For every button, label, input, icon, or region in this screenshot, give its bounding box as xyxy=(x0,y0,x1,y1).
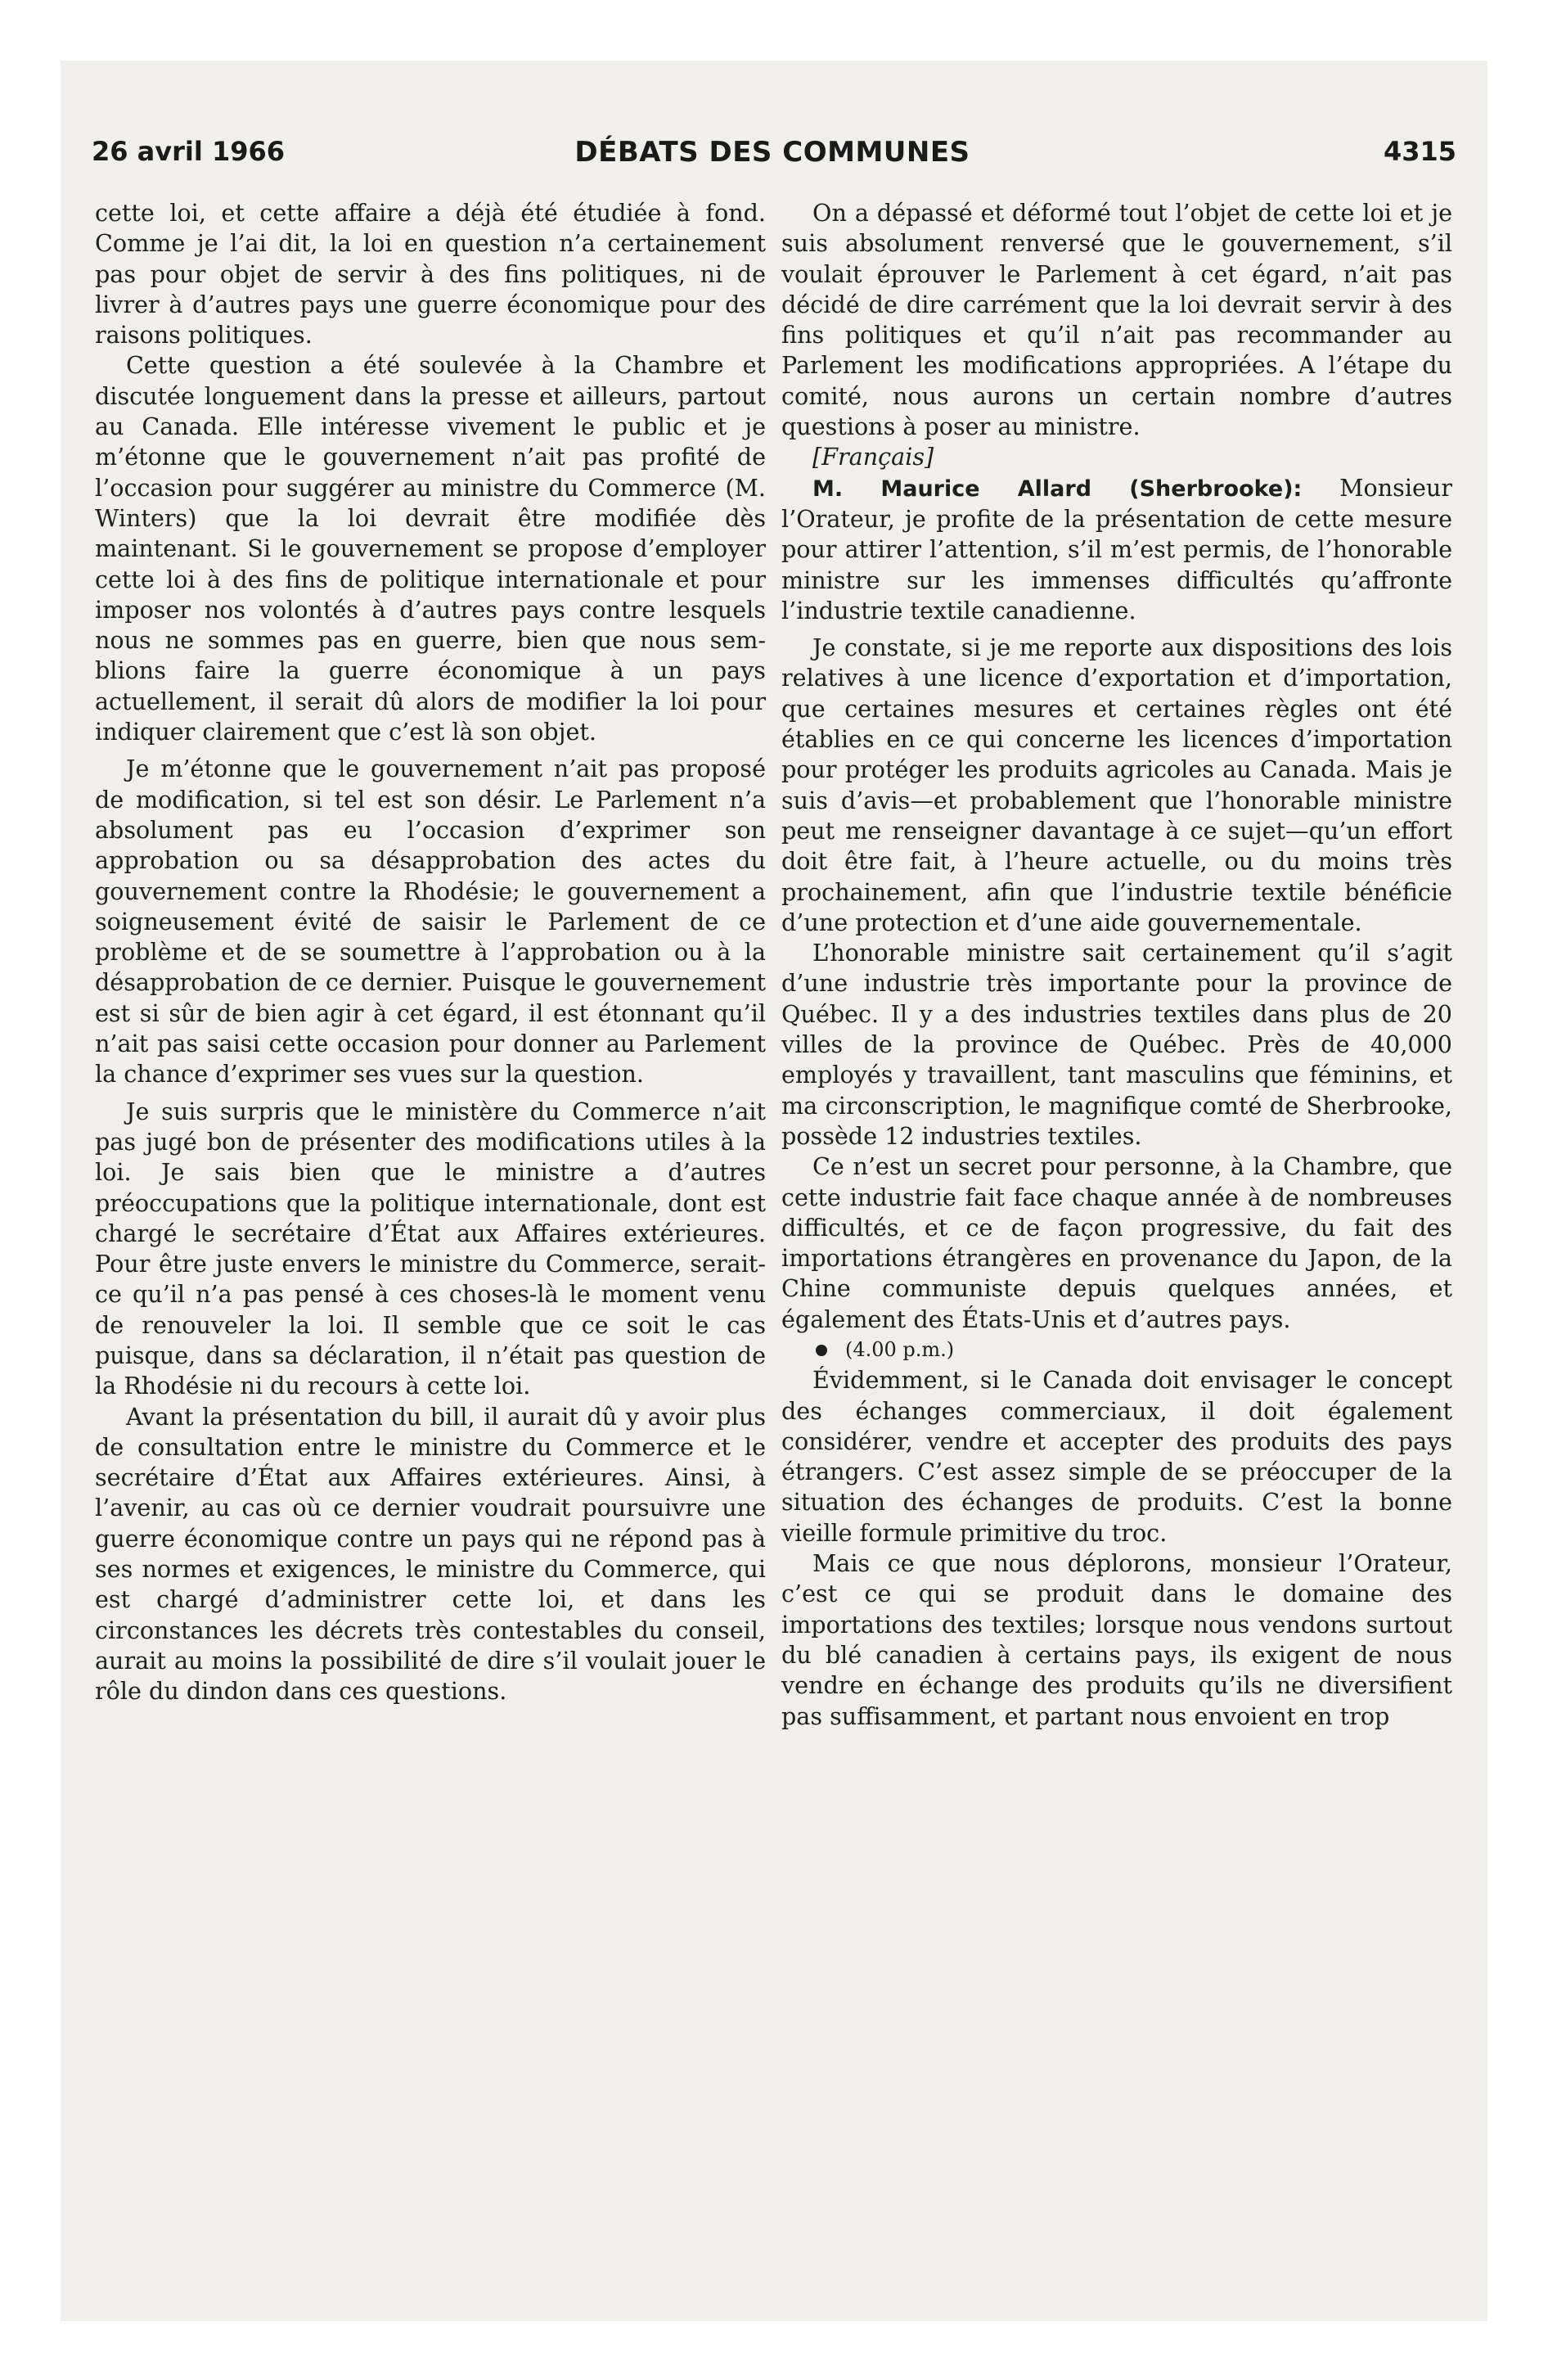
paragraph: Évidemment, si le Canada doit envisager le concept des échanges commerciaux, il doit également considérer, vendre et accepter des produits des pays étrangers. C’est assez simple de se préoccuper de la situation des échanges de produits. C’est la bonne vieille formule primitive du troc. xyxy=(781,1366,1452,1547)
paragraph: Je m’étonne que le gouvernement n’ait pas proposé de modification, si tel est son désir. Le Parlement n’a absolument pas eu l’occasion d’exprimer son approbation ou sa désapprobation des actes du gouvernement contre la Rhodésie; le gouvernement a soigneusement évité de saisir le Parlement de ce problème et de se soumettre à l’approbation ou à la désapprobation de ce dernier. Puisque le gouvernement est si sûr de bien agir à cet égard, il est étonnant qu’il n’ait pas saisi cette occasion pour donner au Parlement la chance d’exprimer ses vues sur la question. xyxy=(95,755,766,1089)
time-marker-text: (4.00 p.m.) xyxy=(845,1337,955,1361)
page-header xyxy=(85,136,1460,174)
header-date: 26 avril 1966 xyxy=(92,136,286,167)
paragraph: Mais ce que nous déplorons, monsieur l’Orateur, c’est ce qui se produit dans le domaine des importations des textiles; lorsque nous vendons surtout du blé canadien à certains pays, ils exigent de nous vendre en échange des produits qu’ils ne diversifient pas suffisamment, et partant nous envoient en trop xyxy=(781,1549,1452,1730)
paragraph: Ce n’est un secret pour personne, à la Chambre, que cette industrie fait face chaque année à de nombreuses difficultés, et ce de façon progressive, du fait des importations étrangères en provenance du Japon, de la Chine communiste depuis quelques années, et également des États-Unis et d’autres pays. xyxy=(781,1152,1452,1333)
paragraph: cette loi, et cette affaire a déjà été étudiée à fond. Comme je l’ai dit, la loi en question n’a certainement pas pour objet de servir à des fins politiques, ni de livrer à d’autres pays une guerre économique pour des raisons politiques. xyxy=(95,199,766,349)
paragraph: Je constate, si je me reporte aux dispositions des lois relatives à une licence d’exportation et d’importation, que certaines mesures et certaines règles ont été établies en ce qui concerne les licences d’importation pour protéger les produits agricoles au Canada. Mais je suis d’avis—et probablement que l’honorable ministre peut me renseigner davantage à ce sujet—qu’un effort doit être fait, à l’heure actuelle, ou du moins très prochainement, afin que l’industrie textile bénéficie d’une protection et d’une aide gouvernementale. xyxy=(781,633,1452,936)
left-column xyxy=(95,198,766,1707)
paragraph: Avant la présentation du bill, il aurait dû y avoir plus de consultation entre le ministre du Commerce et le secrétaire d’État aux Affaires extérieures. Ainsi, à l’avenir, au cas où ce dernier voudrait poursuivre une guerre économique contre un pays qui ne répond pas à ses normes et exigences, le ministre du Commerce, qui est chargé d’administrer cette loi, et dans les circonstances les décrets très contestables du conseil, aurait au moins la possibilité de dire s’il voulait jouer le rôle du dindon dans ces questions. xyxy=(95,1402,766,1706)
bullet-icon xyxy=(816,1345,827,1356)
language-tag: [Français] xyxy=(812,443,934,471)
paragraph: Je suis surpris que le ministère du Commerce n’ait pas jugé bon de présenter des modifications utiles à la loi. Je sais bien que le ministre a d’autres préoccupations que la politique internationale, dont est chargé le secrétaire d’État aux Affaires extérieures. Pour être juste envers le ministre du Commerce, serait-ce qu’il n’a pas pensé à ces choses-là le moment venu de renouveler la loi. Il semble que ce soit le cas puisque, dans sa déclaration, il n’était pas question de la Rhodésie ni du recours à cette loi. xyxy=(95,1097,766,1400)
time-marker xyxy=(781,1335,1452,1365)
speaker-text: Monsieur l’Orateur, je profite de la présentation de cette mesure pour attirer l’attention, s’il m’est permis, de l’honorable ministre sur les immenses difficultés qu’affronte l’industrie textile canadienne. xyxy=(781,473,1452,624)
header-title: DÉBATS DES COMMUNES xyxy=(574,136,970,169)
page-number: 4315 xyxy=(1383,136,1456,167)
paragraph: Cette question a été soulevée à la Chambre et discutée longuement dans la presse et ailleurs, partout au Canada. Elle intéresse vivement le public et je m’étonne que le gouvernement n’ait pas profité de l’occasion pour suggérer au ministre du Commerce (M. Winters) que la loi devrait être modifiée dès maintenant. Si le gouvernement se propose d’employer cette loi à des fins de politique internationale et pour imposer nos volontés à d’autres pays contre lesquels nous ne sommes pas en guerre, bien que nous semblions faire la guerre économique à un pays actuellement, il serait dû alors de modifier la loi pour indiquer clairement que c’est là son objet. xyxy=(95,351,766,746)
paragraph: On a dépassé et déformé tout l’objet de cette loi et je suis absolument renversé que le gouvernement, s’il voulait éprouver le Parlement à cet égard, n’ait pas décidé de dire carrément que la loi devrait servir à des fins politiques et qu’il n’ait pas recommander au Parlement les modifications appropriées. A l’étape du comité, nous aurons un certain nombre d’autres questions à poser au ministre. xyxy=(781,199,1452,441)
speaker-paragraph xyxy=(781,473,1452,626)
paragraph: L’honorable ministre sait certainement qu’il s’agit d’une industrie très importante pour la province de Québec. Il y a des industries textiles dans plus de 20 villes de la province de Québec. Près de 40,000 employés y travaillent, tant masculins que féminins, et ma circonscription, le magnifique comté de Sherbrooke, possède 12 industries textiles. xyxy=(781,939,1452,1150)
speaker-name: M. Maurice Allard (Sherbrooke): xyxy=(812,476,1303,502)
right-column xyxy=(781,198,1452,1732)
